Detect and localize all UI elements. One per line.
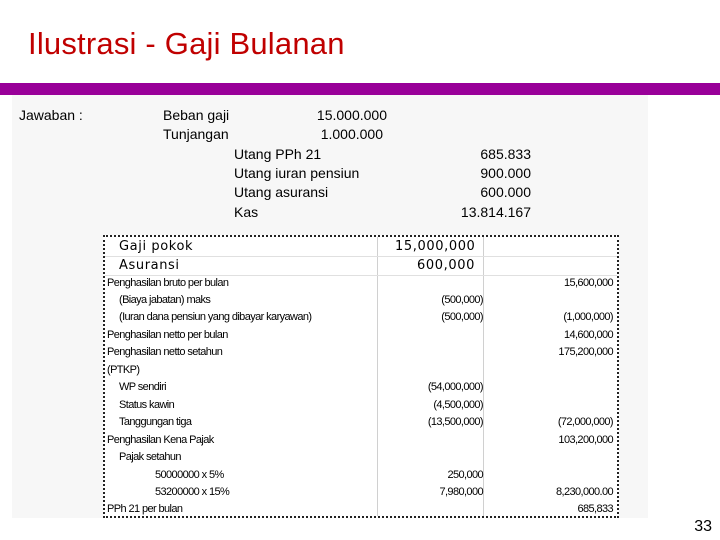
journal-debit: 1.000.000 — [320, 126, 383, 142]
journal-account: Tunjangan — [163, 126, 229, 142]
journal-account: Utang PPh 21 — [234, 146, 322, 162]
journal-account: Beban gaji — [163, 107, 230, 123]
sheet-row-total: 14,600,000 — [563, 329, 613, 341]
journal-debit: 15.000.000 — [316, 107, 387, 123]
title-divider — [0, 83, 720, 95]
sheet-row-label: Pajak setahun — [119, 451, 181, 463]
sheet-row-label: WP sendiri — [119, 381, 166, 393]
sheet-row-label: Penghasilan netto per bulan — [107, 329, 228, 341]
sheet-row-amount: (500,000) — [441, 311, 483, 323]
sheet-row-label: (PTKP) — [107, 364, 140, 376]
sheet-row-total: (1,000,000) — [563, 311, 613, 323]
sheet-header-value: 600,000 — [417, 258, 475, 273]
journal-account: Kas — [234, 204, 259, 220]
sheet-row-label: Penghasilan bruto per bulan — [107, 277, 229, 289]
sheet-row-label: Penghasilan Kena Pajak — [107, 434, 214, 446]
sheet-row-total: 685,833 — [577, 503, 613, 515]
sheet-row-total: 8,230,000.00 — [555, 486, 613, 498]
sheet-row-label: 50000000 x 5% — [155, 469, 224, 481]
sheet-row-label: Tanggungan tiga — [119, 416, 192, 428]
sheet-row-label: PPh 21 per bulan — [107, 503, 183, 515]
journal-credit: 13.814.167 — [460, 204, 531, 220]
tax-calculation-sheet — [103, 235, 619, 518]
journal-credit: 900.000 — [480, 165, 531, 181]
journal-account: Utang asuransi — [234, 184, 329, 200]
sheet-row-total: (72,000,000) — [557, 416, 613, 428]
sheet-row-label: (Biaya jabatan) maks — [119, 294, 211, 306]
sheet-header-label: Gaji pokok — [119, 239, 194, 254]
journal-credit: 685.833 — [480, 146, 531, 162]
sheet-row-total: 15,600,000 — [563, 277, 613, 289]
sheet-row-amount: 7,980,000 — [439, 486, 483, 498]
grid-line — [483, 237, 484, 516]
sheet-header-value: 15,000,000 — [395, 239, 476, 254]
sheet-row-amount: (54,000,000) — [427, 381, 483, 393]
sheet-row-total: 103,200,000 — [558, 434, 613, 446]
sheet-row-label: Status kawin — [119, 399, 175, 411]
sheet-row-amount: (4,500,000) — [433, 399, 483, 411]
page-number: 33 — [694, 518, 712, 535]
sheet-row-total: 175,200,000 — [558, 346, 613, 358]
journal-account: Utang iuran pensiun — [234, 165, 360, 181]
sheet-header-label: Asuransi — [119, 258, 180, 273]
slide-title: Ilustrasi - Gaji Bulanan — [28, 26, 345, 61]
answer-label: Jawaban : — [19, 107, 83, 123]
grid-line — [105, 256, 617, 257]
sheet-row-label: Penghasilan netto setahun — [107, 346, 223, 358]
sheet-row-amount: (500,000) — [441, 294, 483, 306]
sheet-row-amount: 250,000 — [447, 469, 483, 481]
grid-line — [377, 237, 378, 516]
sheet-row-amount: (13,500,000) — [427, 416, 483, 428]
journal-credit: 600.000 — [480, 184, 531, 200]
sheet-row-label: (Iuran dana pensiun yang dibayar karyawan) — [119, 311, 312, 323]
sheet-row-label: 53200000 x 15% — [155, 486, 230, 498]
